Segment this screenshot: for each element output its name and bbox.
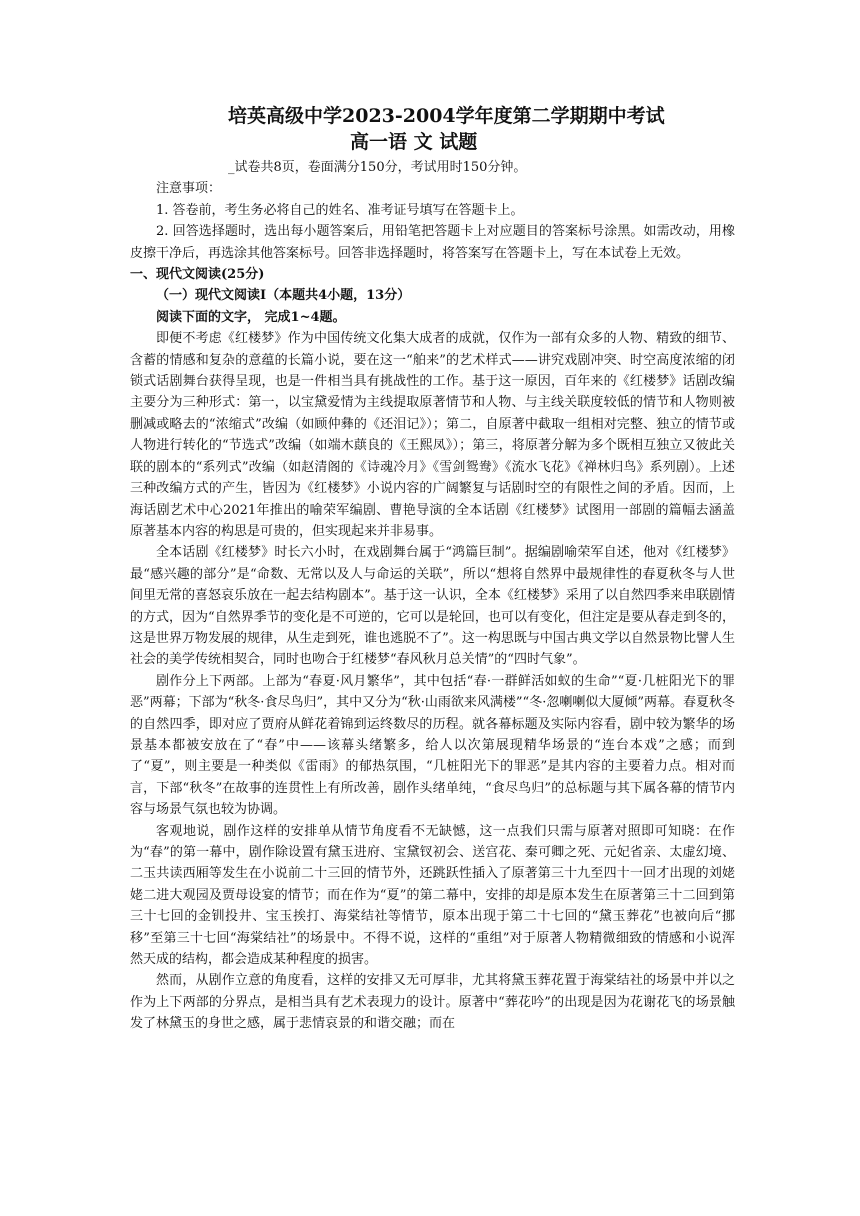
passage-paragraph-4: 客观地说，剧作这样的安排单从情节角度看不无缺憾，这一点我们只需与原著对照即可知晓：在作为“春”的第一幕中，剧作除设置有黛玉进府、宝黛钗初会、送宫花、秦可卿之死、元妃省亲、太虚幻境、二玉共读西厢等发生在小说前二十三回的情节外，还跳跃性插入了原著第三十九至四十一回才出现的刘姥姥二进大观园及贾母设宴的情节；而在作为“夏”的第二幕中，安排的却是原本发生在原著第三十二回到第三十七回的金钏投井、宝玉挨打、海棠结社等情节，原本出现于第二十七回的“黛玉葬花”也被向后“挪移”至第三十七回“海棠结社”的场景中。不得不说，这样的“重组”对于原著人物精微细致的情感和小说浑然天成的结构，都会造成某种程度的损害。 <box>130 823 735 968</box>
note-item-1: 1. 答卷前，考生务必将自己的姓名、准考证号填写在答题卡上。 <box>156 202 524 218</box>
exam-info: _试卷共8页，卷面满分150分，考试用时150分钟。 <box>228 160 527 175</box>
exam-title: 培英高级中学2023-2004学年度第二学期期中考试 <box>228 105 665 127</box>
exam-body <box>130 157 735 1035</box>
note-item-2: 2. 回答选择题时，选出每小题答案后，用铅笔把答题卡上对应题目的答案标号涂黑。如需改动，用橡皮擦干净后，再选涂其他答案标号。回答非选择题时，将答案写在答题卡上，写在本试卷上无效。 <box>130 224 735 261</box>
exam-subtitle: 高一语 文 试题 <box>350 131 478 153</box>
notes-heading: 注意事项： <box>156 181 222 197</box>
passage-paragraph-2: 全本话剧《红楼梦》时长六小时，在戏剧舞台属于“鸿篇巨制”。据编剧喻荣军自述，他对《红楼梦》最“感兴趣的部分”是“命数、无常以及人与命运的关联”，所以“想将自然界中最规律性的春夏秋冬与人世间里无常的喜怒哀乐放在一起去结构剧本”。基于这一认识，全本《红楼梦》采用了以自然四季来串联剧情的方式，因为“自然界季节的变化是不可逆的，它可以是轮回，也可以有变化，但注定是要从春走到冬的，这是世界万物发展的规律，从生走到死，谁也逃脱不了”。这一构思既与中国古典文学以自然景物比譬人生社会的美学传统相契合，同时也吻合于红楼梦“春风秋月总关情”的“四时气象”。 <box>130 545 735 668</box>
passage-paragraph-3: 剧作分上下两部。上部为“春夏·风月繁华”，其中包括“春·一群鲜活如蚁的生命”“夏·几桩阳光下的罪恶”两幕；下部为“秋冬·食尽鸟归”，其中又分为“秋·山雨欲来风满楼”“冬·忽喇喇似大厦倾”两幕。春夏秋冬的自然四季，即对应了贾府从鲜花着锦到运终数尽的历程。就各幕标题及实际内容看，剧中较为繁华的场景基本都被安放在了“春”中——该幕头绪繁多，给人以次第展现精华场景的“连台本戏”之感；而到了“夏”，则主要是一种类似《雷雨》的郁热氛围，“几桩阳光下的罪恶”是其内容的主要着力点。相对而言，下部“秋冬”在故事的连贯性上有所改善，剧作头绪单纯，“食尽鸟归”的总标题与其下属各幕的情节内容与场景气氛也较为协调。 <box>130 673 735 818</box>
passage-paragraph-5: 然而，从剧作立意的角度看，这样的安排又无可厚非，尤其将黛玉葬花置于海棠结社的场景中并以之作为上下两部的分界点，是相当具有艺术表现力的设计。原著中“葬花吟”的出现是因为花谢花飞的场景触发了林黛玉的身世之感，属于悲情哀景的和谐交融；而在 <box>130 973 735 1032</box>
reading-instruction: 阅读下面的文字， 完成1~4题。 <box>156 309 346 325</box>
section-title: 一、现代文阅读(25分) <box>130 267 265 283</box>
passage-paragraph-1: 即便不考虑《红楼梦》作为中国传统文化集大成者的成就，仅作为一部有众多的人物、精致的细节、含蓄的情感和复杂的意蕴的长篇小说，要在这一“舶来”的艺术样式——讲究戏剧冲突、时空高度浓缩的闭锁式话剧舞台获得呈现，也是一件相当具有挑战性的工作。基于这一原因，百年来的《红楼梦》话剧改编主要分为三种形式：第一，以宝黛爱情为主线提取原著情节和人物、与主线关联度较低的情节和人物则被删减或略去的“浓缩式”改编（如顾仲彝的《还泪记》）；第二，自原著中截取一组相对完整、独立的情节或人物进行转化的“节选式”改编（如端木蕻良的《王熙凤》）；第三，将原著分解为多个既相互独立又彼此关联的剧本的“系列式”改编（如赵清阁的《诗魂冷月》《雪剑鸳鸯》《流水飞花》《禅林归鸟》系列剧）。上述三种改编方式的产生，皆因为《红楼梦》小说内容的广阔繁复与话剧时空的有限性之间的矛盾。因而，上海话剧艺术中心2021年推出的喻荣军编剧、曹艳导演的全本话剧《红楼梦》试图用一部剧的篇幅去涵盖原著基本内容的构思是可贵的，但实现起来并非易事。 <box>130 331 735 539</box>
subsection-title: （一）现代文阅读Ⅰ（本题共4小题，13分） <box>156 288 411 304</box>
